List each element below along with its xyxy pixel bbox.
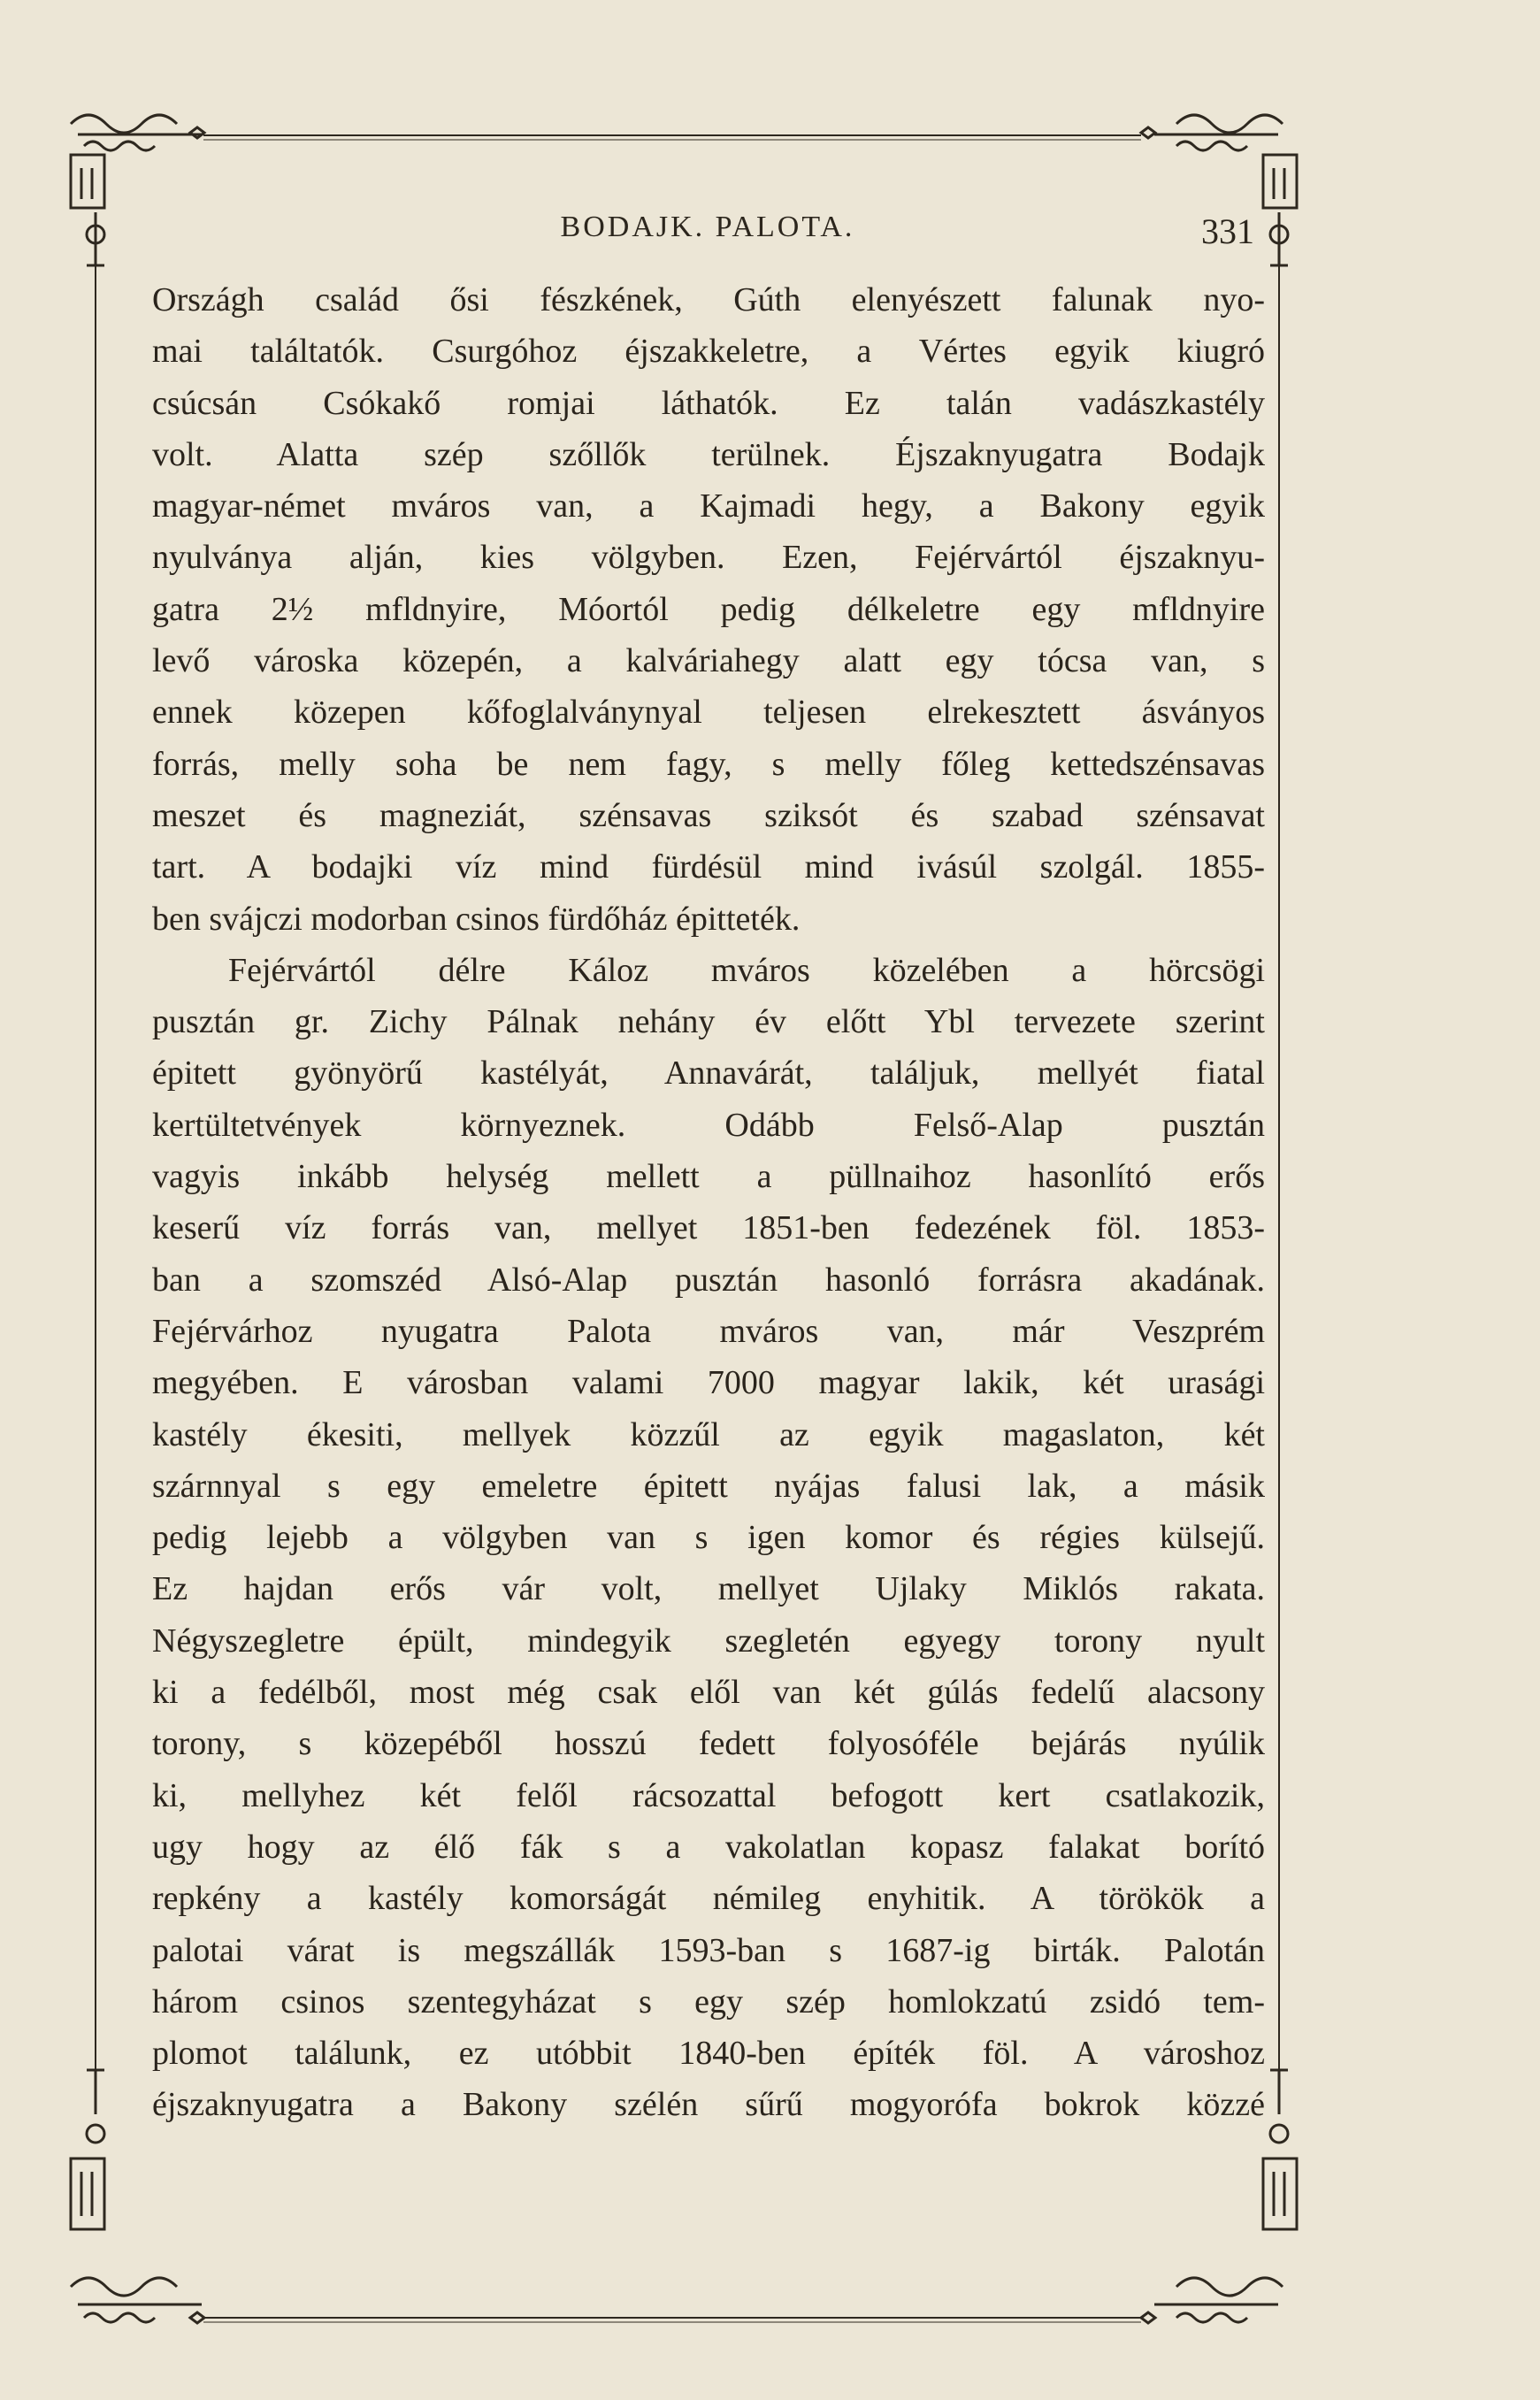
text-line: ban a szomszéd Alsó-Alap pusztán hasonló forrásra akadának. bbox=[152, 1261, 1265, 1299]
text-line: csúcsán Csókakő romjai láthatók. Ez talán vadászkastély bbox=[152, 384, 1265, 422]
text-line: Fejérvártól délre Káloz mváros közelében a hörcsögi bbox=[228, 951, 1265, 989]
text-line: ki, mellyhez két felől rácsozattal befogott kert csatlakozik, bbox=[152, 1776, 1265, 1814]
text-line: Ez hajdan erős vár volt, mellyet Ujlaky Miklós rakata. bbox=[152, 1570, 1265, 1608]
text-line: éjszaknyugatra a Bakony szélén sűrű mogyorófa bokrok közzé bbox=[152, 2086, 1265, 2124]
text-line: mai találtatók. Csurgóhoz éjszakkeletre, a Vértes egyik kiugró bbox=[152, 333, 1265, 371]
running-title: BODAJK. PALOTA. bbox=[560, 211, 855, 243]
body-text bbox=[152, 274, 1265, 2131]
text-line: vagyis inkább helység mellett a püllnaihoz hasonlító erős bbox=[152, 1158, 1265, 1196]
text-line: nyulványa alján, kies völgyben. Ezen, Fejérvártól éjszaknyu- bbox=[152, 539, 1265, 577]
text-line: volt. Alatta szép szőllők terülnek. Éjszaknyugatra Bodajk bbox=[152, 435, 1265, 473]
text-line: torony, s közepéből hosszú fedett folyosóféle bejárás nyúlik bbox=[152, 1725, 1265, 1763]
page-number: 331 bbox=[1201, 211, 1254, 251]
text-line: keserű víz forrás van, mellyet 1851-ben fedezének föl. 1853- bbox=[152, 1209, 1265, 1247]
text-line: ki a fedélből, most még csak elől van két gúlás fedelű alacsony bbox=[152, 1674, 1265, 1712]
text-line: kertültetvények környeznek. Odább Felső-Alap pusztán bbox=[152, 1106, 1265, 1144]
text-line: Négyszegletre épült, mindegyik szegletén egyegy torony nyult bbox=[152, 1622, 1265, 1660]
text-line: levő városka közepén, a kalváriahegy alatt egy tócsa van, s bbox=[152, 642, 1265, 680]
text-line: Fejérvárhoz nyugatra Palota mváros van, már Veszprém bbox=[152, 1312, 1265, 1350]
text-line: plomot találunk, ez utóbbit 1840-ben építék föl. A városhoz bbox=[152, 2035, 1265, 2073]
text-line: gatra 2½ mfldnyire, Móortól pedig délkeletre egy mfldnyire bbox=[152, 590, 1265, 628]
text-line: ugy hogy az élő fák s a vakolatlan kopasz falakat borító bbox=[152, 1828, 1265, 1866]
text-line: pedig lejebb a völgyben van s igen komor és régies külsejű. bbox=[152, 1519, 1265, 1557]
page-header bbox=[150, 211, 1265, 264]
text-line: épitett gyönyörű kastélyát, Annavárát, találjuk, mellyét fiatal bbox=[152, 1054, 1265, 1093]
text-line: ennek közepen kőfoglalványnyal teljesen elrekesztett ásványos bbox=[152, 694, 1265, 732]
text-line: szárnnyal s egy emeletre épitett nyájas falusi lak, a másik bbox=[152, 1467, 1265, 1505]
text-line: meszet és magneziát, szénsavas sziksót és szabad szénsavat bbox=[152, 796, 1265, 834]
text-line: palotai várat is megszállák 1593-ban s 1687-ig birták. Palotán bbox=[152, 1931, 1265, 1969]
text-line: pusztán gr. Zichy Pálnak nehány év előtt Ybl tervezete szerint bbox=[152, 1003, 1265, 1041]
text-line: három csinos szentegyházat s egy szép homlokzatú zsidó tem- bbox=[152, 1982, 1265, 2020]
text-line: forrás, melly soha be nem fagy, s melly főleg kettedszénsavas bbox=[152, 745, 1265, 783]
text-line: megyében. E városban valami 7000 magyar lakik, két urasági bbox=[152, 1364, 1265, 1402]
text-line: ben svájczi modorban csinos fürdőház épitteték. bbox=[152, 900, 801, 938]
text-line: kastély ékesiti, mellyek közzűl az egyik magaslaton, két bbox=[152, 1415, 1265, 1453]
text-line: repkény a kastély komorságát némileg enyhitik. A törökök a bbox=[152, 1880, 1265, 1918]
text-line: tart. A bodajki víz mind fürdésül mind ivásúl szolgál. 1855- bbox=[152, 848, 1265, 886]
text-line: magyar-német mváros van, a Kajmadi hegy, a Bakony egyik bbox=[152, 487, 1265, 525]
text-line: Országh család ősi fészkének, Gúth elenyészett falunak nyo- bbox=[152, 281, 1265, 318]
